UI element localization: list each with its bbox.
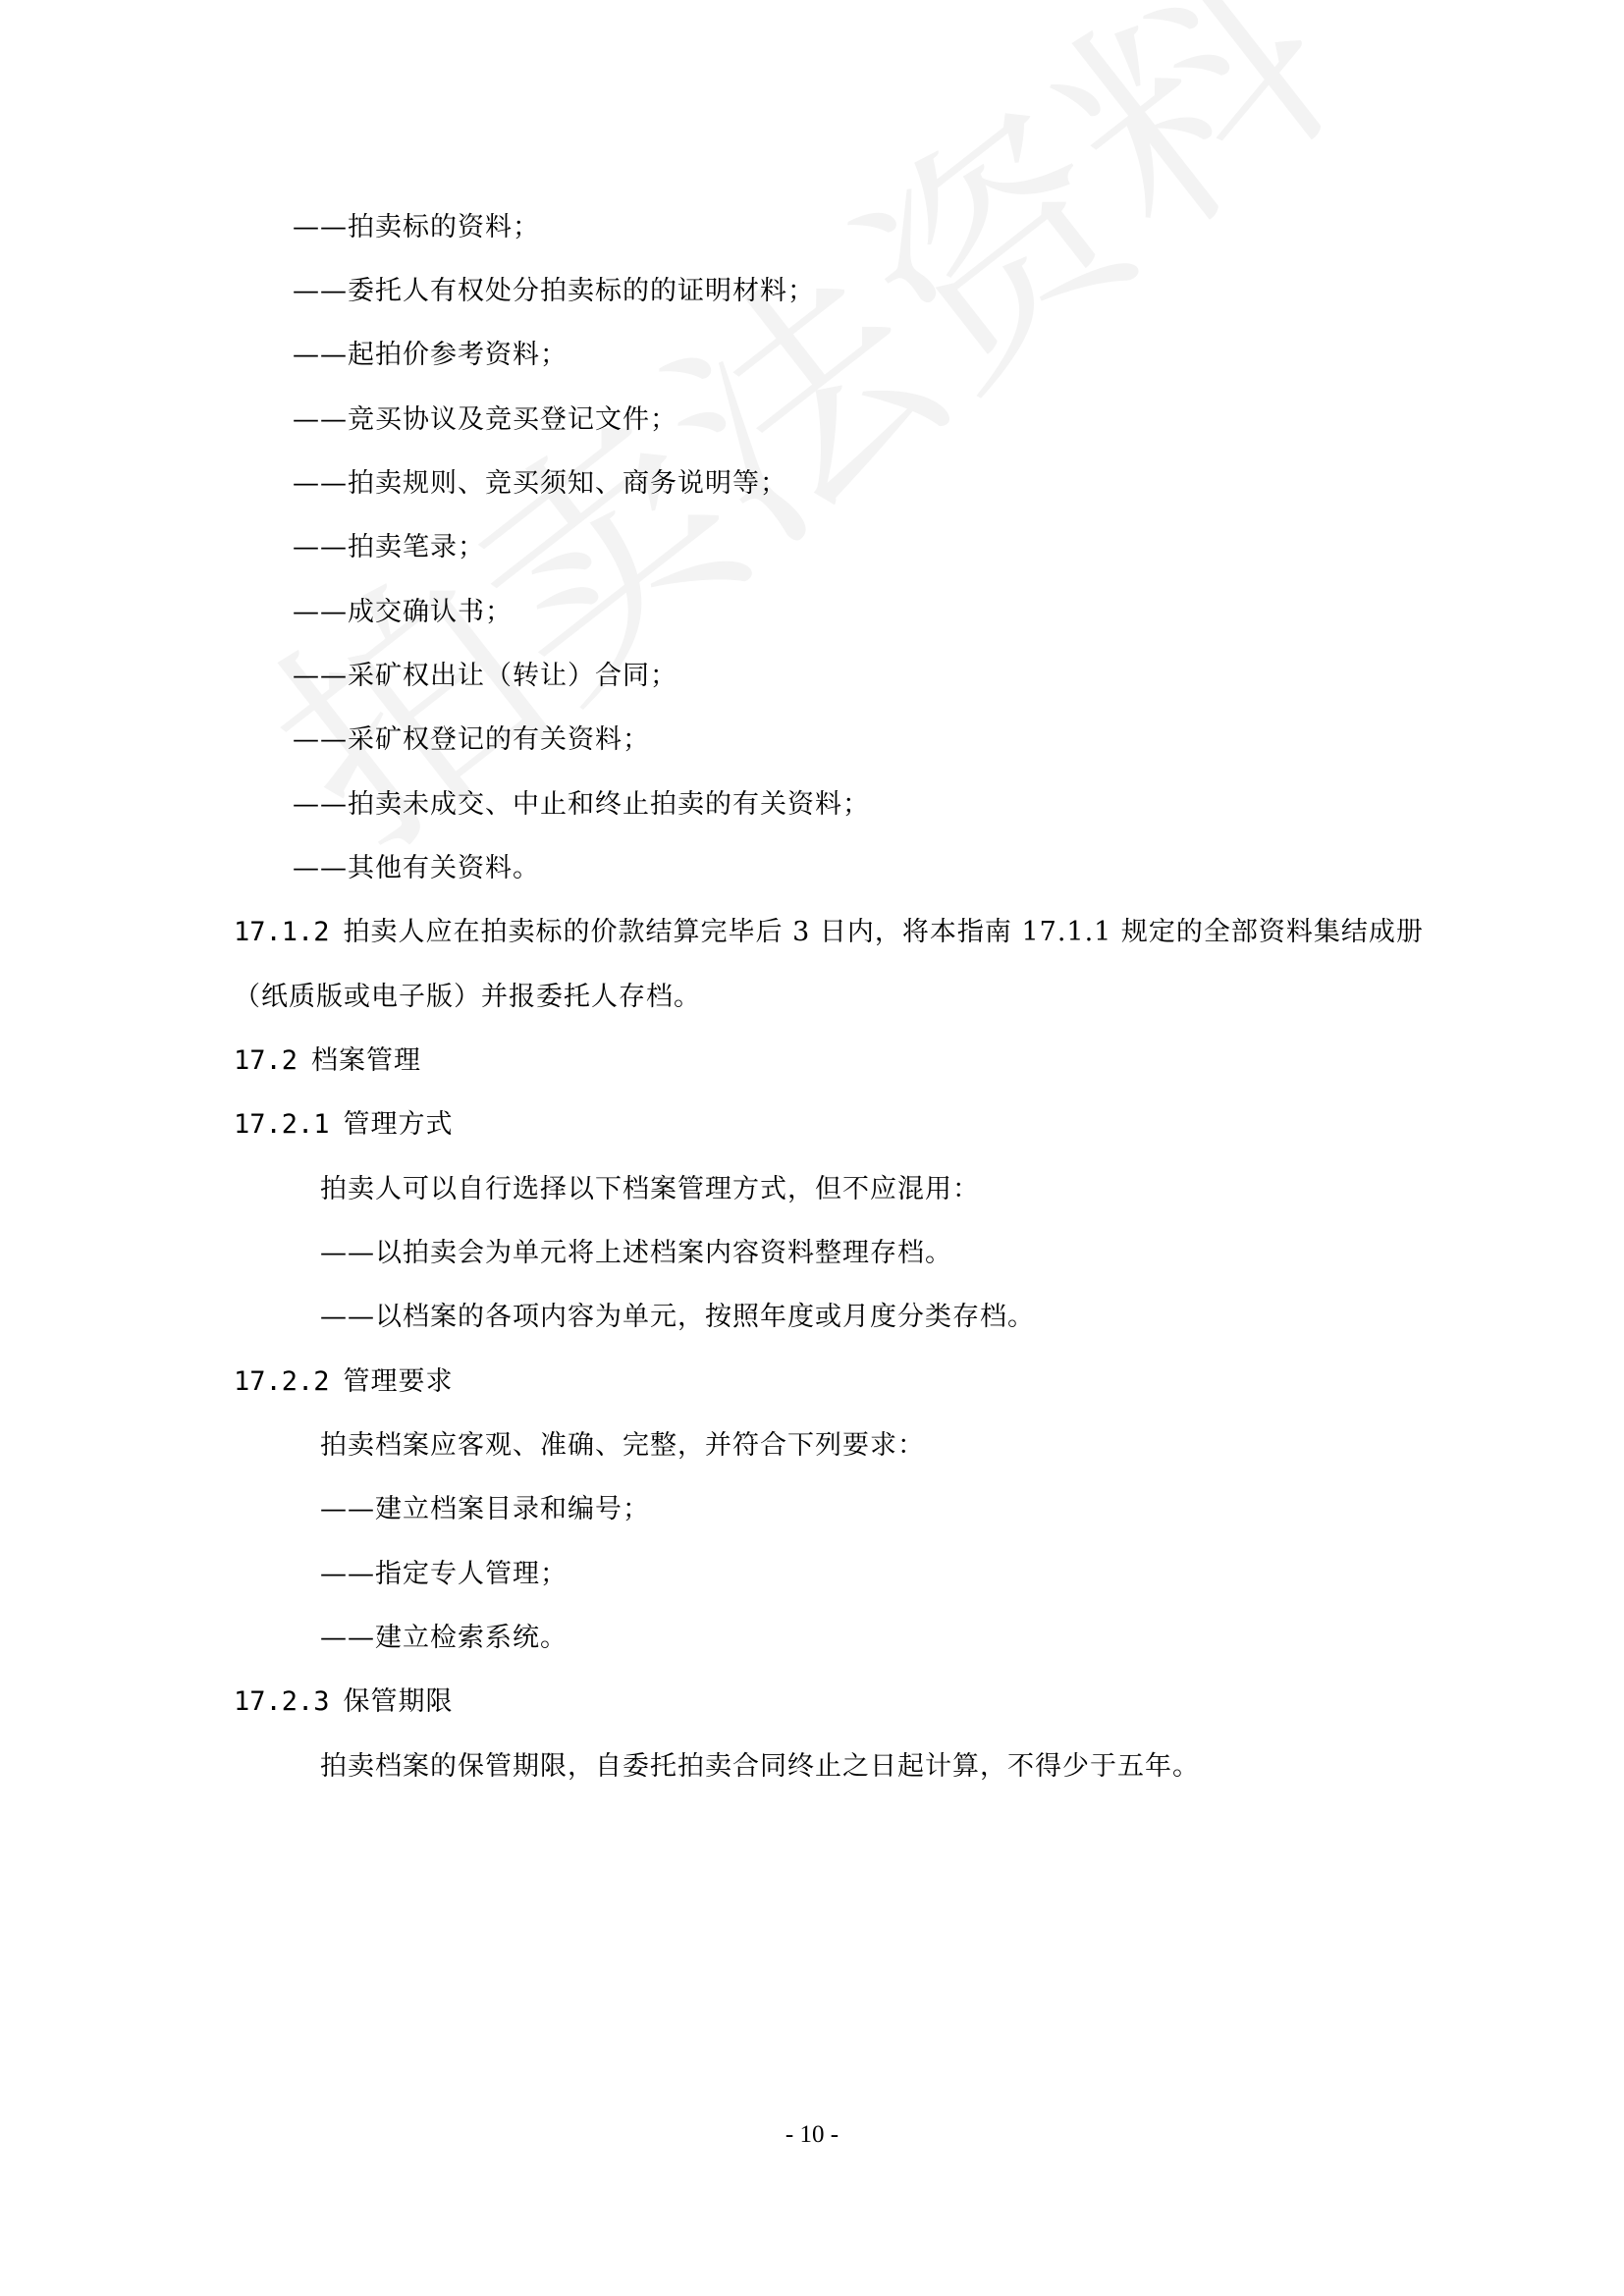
list-item: ——成交确认书； [293,597,513,627]
section-title: 档案管理 [311,1045,422,1076]
list-item: ——建立检索系统。 [320,1623,568,1653]
subsection-title: 管理方式 [343,1109,454,1140]
clause-number: 17.1.2 [234,917,330,947]
section-number: 17.2 [234,1045,298,1076]
subsection-number: 17.2.1 [234,1109,330,1140]
clause-17-1-2 [234,915,1424,950]
subsection-heading [234,1684,454,1720]
paragraph: 拍卖人可以自行选择以下档案管理方式，但不应混用： [320,1174,980,1204]
list-item: ——建立档案目录和编号； [320,1494,650,1524]
section-heading [234,1043,421,1079]
list-item: ——竞买协议及竞买登记文件； [293,404,677,435]
list-item: ——起拍价参考资料； [293,340,568,370]
list-item: ——拍卖标的资料； [293,212,540,242]
subsection-title: 保管期限 [343,1686,454,1717]
subsection-title: 管理要求 [343,1366,454,1397]
list-item: ——拍卖规则、竞买须知、商务说明等； [293,468,787,499]
page-number: - 10 - [785,2121,839,2148]
subsection-heading [234,1107,454,1143]
list-item: ——其他有关资料。 [293,853,540,883]
list-item: ——拍卖笔录； [293,532,485,562]
list-item: ——以拍卖会为单元将上述档案内容资料整理存档。 [320,1238,952,1268]
list-item: ——采矿权出让（转让）合同； [293,661,677,691]
paragraph-continuation: （纸质版或电子版）并报委托人存档。 [234,982,701,1012]
subsection-heading [234,1364,454,1400]
list-item: ——以档案的各项内容为单元，按照年度或月度分类存档。 [320,1302,1035,1332]
list-item: ——采矿权登记的有关资料； [293,724,650,755]
subsection-number: 17.2.2 [234,1366,330,1397]
paragraph: 拍卖档案应客观、准确、完整，并符合下列要求： [320,1430,925,1461]
subsection-number: 17.2.3 [234,1686,330,1717]
list-item: ——指定专人管理； [320,1559,568,1589]
list-item: ——委托人有权处分拍卖标的的证明材料； [293,276,815,306]
clause-text: 拍卖人应在拍卖标的价款结算完毕后 3 日内，将本指南 17.1.1 规定的全部资料集结成册 [343,917,1424,947]
paragraph: 拍卖档案的保管期限，自委托拍卖合同终止之日起计算，不得少于五年。 [320,1751,1200,1782]
list-item: ——拍卖未成交、中止和终止拍卖的有关资料； [293,789,870,820]
